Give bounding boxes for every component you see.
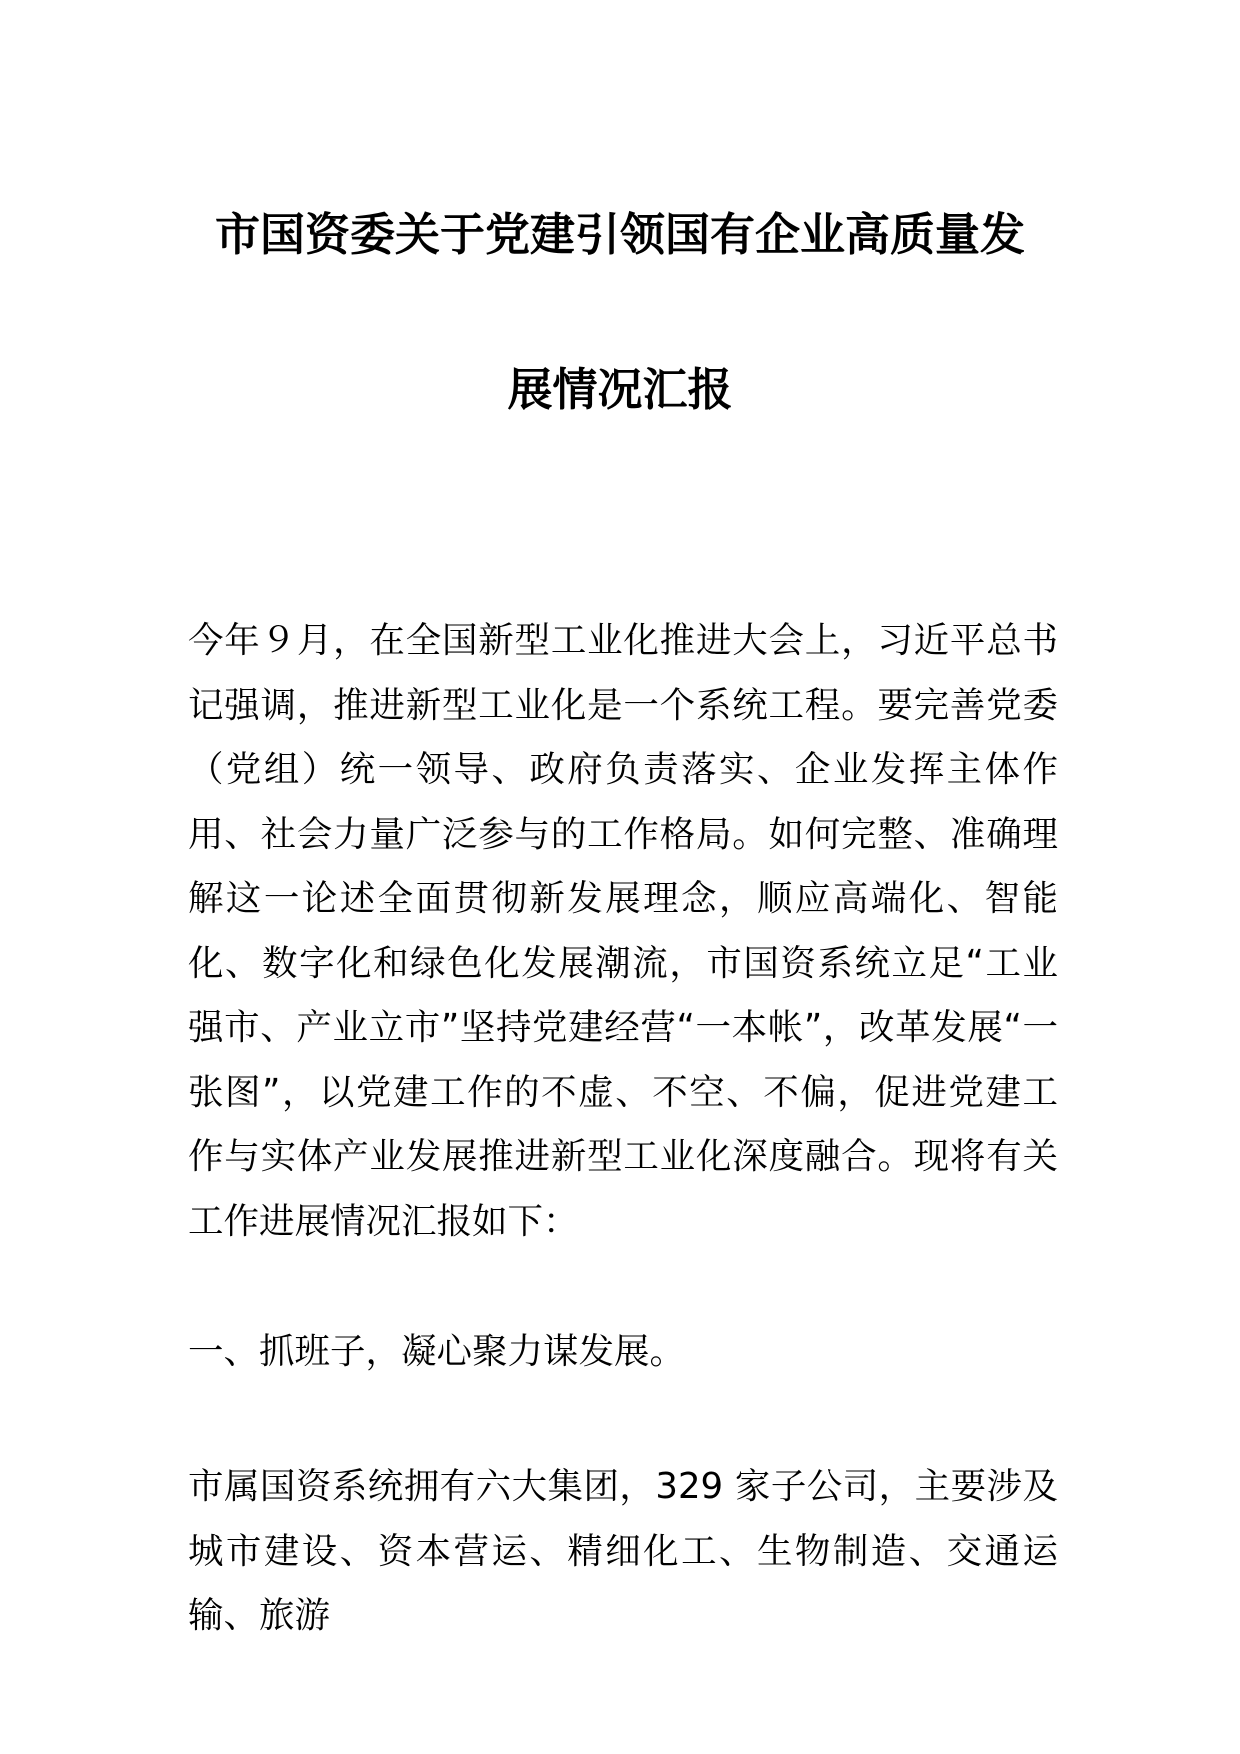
document-title-line-1: 市国资委关于党建引领国有企业高质量发 — [214, 208, 1025, 261]
intro-paragraph: 今年９月，在全国新型工业化推进大会上，习近平总书记强调，推进新型工业化是一个系统工程。要完善党委（党组）统一领导、政府负责落实、企业发挥主体作用、社会力量广泛参与的工作格局。如何完整、准确理解这一论述全面贯彻新发展理念，顺应高端化、智能化、数字化和绿色化发展潮流，市国资系统立足“工业强市、产业立市”坚持党建经营“一本帐”，改革发展“一张图”，以党建工作的不虚、不空、不偏，促进党建工作与实体产业发展推进新型工业化深度融合。现将有关工作进展情况汇报如下： — [188, 620, 1058, 1242]
document-title-line-2: 展情况汇报 — [507, 363, 733, 416]
section-1-heading: 一、抓班子，凝心聚力谋发展。 — [188, 1331, 686, 1372]
section-1-paragraph: 市属国资系统拥有六大集团，329 家子公司，主要涉及城市建设、资本营运、精细化工、生物制造、交通运输、旅游 — [188, 1466, 1058, 1636]
